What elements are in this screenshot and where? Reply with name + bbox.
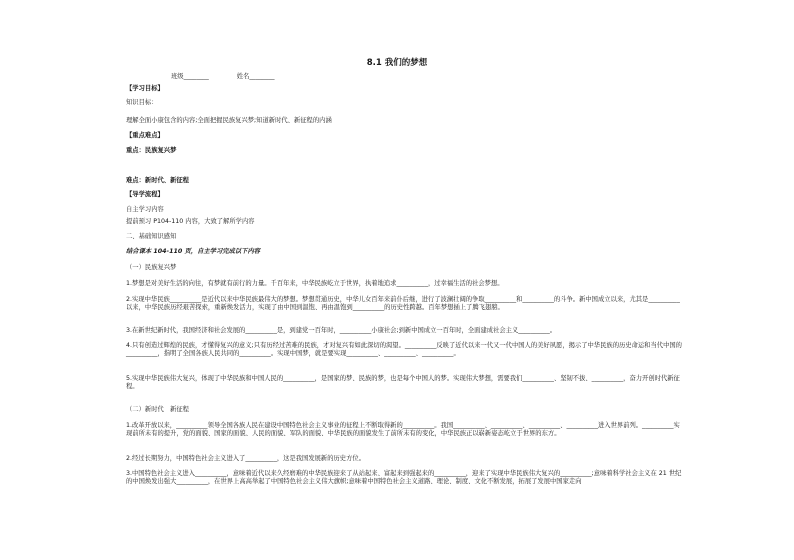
sec2-header: （二）新时代 新征程 [126, 406, 189, 413]
list-item: 2.经过长期努力，中国特色社会主义进入了__________，这是我国发展新的历史方位。 [126, 455, 365, 462]
name-field: 姓名________ [236, 73, 275, 80]
list-item: 5.实现中华民族伟大复兴，体现了中华民族和中国人民的__________，是国家的梦、民族的梦，也是每个中国人的梦。实现伟大梦想，需要我们__________、坚韧不拔、__________，奋力开创时代新征程。 [126, 375, 680, 390]
page-title: 8.1 我们的梦想 [366, 58, 428, 68]
process-header: 【导学流程】 [126, 191, 164, 198]
class-field: 班级________ [171, 73, 209, 80]
goal-header: 【学习目标】 [126, 85, 164, 92]
sec1-header: （一）民族复兴梦 [126, 264, 177, 271]
preview: 提前预习 P104-110 内容，大致了解所学内容 [126, 218, 255, 225]
instruction: 结合课本 104-110 页，自主学习完成以下内容 [126, 248, 261, 255]
difficulty: 难点：新时代、新征程 [126, 177, 189, 184]
basic-header: 二、基础知识感知 [126, 233, 177, 240]
list-item: 1.梦想是对美好生活的向往，有梦就有前行的力量。千百年来，中华民族屹立于世界，执着地追求__________，过幸福生活的社会梦想。 [126, 280, 504, 287]
list-item: 3.中国特色社会主义进入__________，意味着近代以来久经磨难的中华民族迎来了从站起来、富起来到强起来的__________，迎来了实现中华民族伟大复兴的__________;意味着科学社会主义在 21 世纪的中国焕发出强大__________，在世界上高高举起了中国特色社会主义伟大旗帜;意味着中国特色社会主义道路、理论、制度、文化不断发展，拓展了发展中国家走向 [126, 470, 682, 485]
key-point: 重点：民族复兴梦 [126, 147, 177, 154]
knowledge-label: 知识目标： [126, 99, 158, 106]
list-item: 3.在新世纪新时代，我国经济和社会发展的__________是，到建党一百年时，__________小康社会;到新中国成立一百年时，全面建成社会主义__________。 [126, 327, 557, 334]
class-name-line [171, 71, 301, 80]
knowledge-text: 理解全面小康包含的内容;全面把握民族复兴梦;知道新时代、新征程的内涵 [126, 117, 332, 124]
key-header: 【重点难点】 [126, 132, 164, 139]
self-study: 自主学习内容 [126, 206, 164, 213]
list-item: 1.改革开放以来，__________领导全国各族人民在建设中国特色社会主义事业的征程上不断取得新的__________。我国__________、__________、__________、__________进入世界前列。__________实现前所未有的提升，党的面貌、国家的面貌、人民的面貌、军队的面貌、中华民族的面貌发生了前所未有的变化，中华民族正以崭新姿态屹立于世界的东方。 [126, 422, 680, 437]
list-item: 4.只有创造过辉煌的民族，才懂得复兴的意义;只有历经过苦难的民族，才对复兴有如此深切的渴望。__________反映了近代以来一代又一代中国人的美好夙愿，揭示了中华民族的历史命运和当代中国的__________，指明了全国各族人民共同的__________。实现中国梦，就是要实现__________、__________、__________。 [126, 342, 682, 357]
list-item: 2.实现中华民族__________是近代以来中华民族最伟大的梦想。梦想贯通历史，中华儿女百年来前仆后继，进行了波澜壮阔的争取__________和__________的斗争。新中国成立以来，尤其是__________以来，中华民族历经艰苦探索，重新焕发活力，实现了由中国到温饱、再由温饱到__________的历史性跨越。百年梦想插上了腾飞翅膀。 [126, 296, 680, 311]
